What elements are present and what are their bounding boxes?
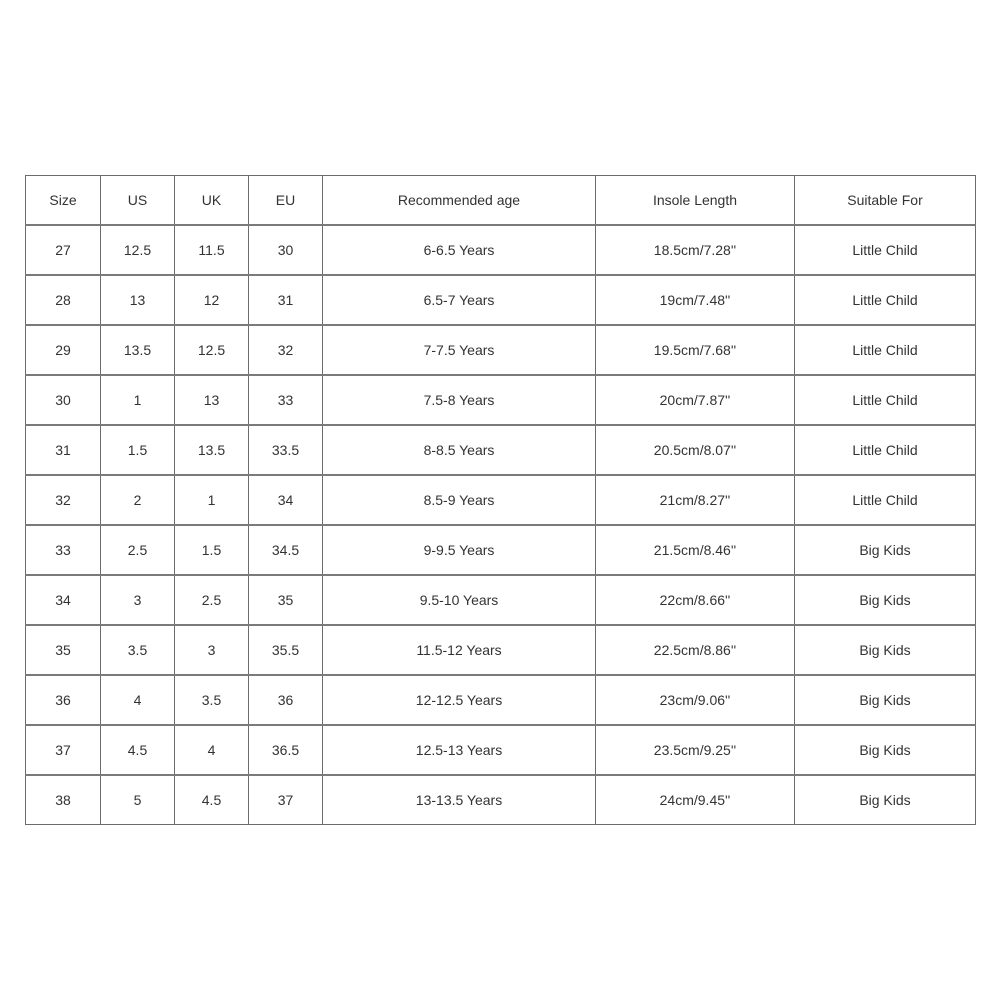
- cell-size: 30: [26, 375, 101, 425]
- cell-us: 3: [101, 575, 175, 625]
- cell-eu: 34: [249, 475, 323, 525]
- table-row: [26, 725, 976, 775]
- cell-eu: 36: [249, 675, 323, 725]
- cell-uk: 1: [175, 475, 249, 525]
- cell-uk: 12: [175, 275, 249, 325]
- table-row: [26, 225, 976, 275]
- size-chart-header: [26, 176, 976, 226]
- size-chart-body: [26, 225, 976, 825]
- cell-eu: 37: [249, 775, 323, 825]
- cell-suitable-for: Big Kids: [795, 775, 976, 825]
- cell-insole-length: 18.5cm/7.28'': [596, 225, 795, 275]
- cell-size: 29: [26, 325, 101, 375]
- cell-eu: 33.5: [249, 425, 323, 475]
- cell-size: 31: [26, 425, 101, 475]
- header-size: Size: [26, 176, 101, 226]
- cell-insole-length: 23.5cm/9.25'': [596, 725, 795, 775]
- cell-insole-length: 20.5cm/8.07'': [596, 425, 795, 475]
- cell-uk: 4: [175, 725, 249, 775]
- cell-insole-length: 20cm/7.87'': [596, 375, 795, 425]
- cell-size: 28: [26, 275, 101, 325]
- cell-insole-length: 21cm/8.27'': [596, 475, 795, 525]
- cell-size: 33: [26, 525, 101, 575]
- cell-recommended-age: 7.5-8 Years: [323, 375, 596, 425]
- cell-eu: 35: [249, 575, 323, 625]
- cell-insole-length: 24cm/9.45'': [596, 775, 795, 825]
- cell-size: 38: [26, 775, 101, 825]
- table-row: [26, 625, 976, 675]
- header-insole-length: Insole Length: [596, 176, 795, 226]
- cell-us: 2: [101, 475, 175, 525]
- cell-recommended-age: 6.5-7 Years: [323, 275, 596, 325]
- cell-eu: 35.5: [249, 625, 323, 675]
- cell-suitable-for: Little Child: [795, 225, 976, 275]
- header-eu: EU: [249, 176, 323, 226]
- cell-uk: 13: [175, 375, 249, 425]
- cell-suitable-for: Big Kids: [795, 675, 976, 725]
- cell-eu: 36.5: [249, 725, 323, 775]
- cell-us: 5: [101, 775, 175, 825]
- cell-insole-length: 23cm/9.06'': [596, 675, 795, 725]
- cell-insole-length: 22cm/8.66'': [596, 575, 795, 625]
- cell-suitable-for: Little Child: [795, 375, 976, 425]
- cell-suitable-for: Little Child: [795, 275, 976, 325]
- cell-uk: 1.5: [175, 525, 249, 575]
- cell-insole-length: 19.5cm/7.68'': [596, 325, 795, 375]
- cell-us: 1: [101, 375, 175, 425]
- cell-eu: 32: [249, 325, 323, 375]
- table-row: [26, 775, 976, 825]
- cell-us: 12.5: [101, 225, 175, 275]
- cell-us: 4: [101, 675, 175, 725]
- cell-size: 34: [26, 575, 101, 625]
- cell-recommended-age: 12-12.5 Years: [323, 675, 596, 725]
- cell-recommended-age: 7-7.5 Years: [323, 325, 596, 375]
- header-us: US: [101, 176, 175, 226]
- cell-us: 13: [101, 275, 175, 325]
- cell-eu: 31: [249, 275, 323, 325]
- header-recommended-age: Recommended age: [323, 176, 596, 226]
- cell-suitable-for: Little Child: [795, 325, 976, 375]
- cell-recommended-age: 8-8.5 Years: [323, 425, 596, 475]
- cell-recommended-age: 12.5-13 Years: [323, 725, 596, 775]
- cell-suitable-for: Big Kids: [795, 575, 976, 625]
- cell-size: 36: [26, 675, 101, 725]
- table-row: [26, 375, 976, 425]
- cell-insole-length: 21.5cm/8.46'': [596, 525, 795, 575]
- table-row: [26, 575, 976, 625]
- cell-uk: 4.5: [175, 775, 249, 825]
- header-suitable-for: Suitable For: [795, 176, 976, 226]
- cell-us: 3.5: [101, 625, 175, 675]
- cell-us: 13.5: [101, 325, 175, 375]
- cell-us: 2.5: [101, 525, 175, 575]
- cell-size: 35: [26, 625, 101, 675]
- cell-eu: 33: [249, 375, 323, 425]
- cell-uk: 13.5: [175, 425, 249, 475]
- cell-suitable-for: Big Kids: [795, 725, 976, 775]
- cell-recommended-age: 6-6.5 Years: [323, 225, 596, 275]
- cell-insole-length: 19cm/7.48'': [596, 275, 795, 325]
- table-row: [26, 425, 976, 475]
- cell-suitable-for: Little Child: [795, 475, 976, 525]
- table-row: [26, 275, 976, 325]
- table-row: [26, 525, 976, 575]
- cell-suitable-for: Little Child: [795, 425, 976, 475]
- cell-insole-length: 22.5cm/8.86'': [596, 625, 795, 675]
- table-row: [26, 325, 976, 375]
- cell-recommended-age: 8.5-9 Years: [323, 475, 596, 525]
- cell-size: 32: [26, 475, 101, 525]
- cell-us: 4.5: [101, 725, 175, 775]
- cell-uk: 11.5: [175, 225, 249, 275]
- cell-eu: 30: [249, 225, 323, 275]
- cell-us: 1.5: [101, 425, 175, 475]
- header-uk: UK: [175, 176, 249, 226]
- cell-uk: 3: [175, 625, 249, 675]
- header-row: [26, 176, 976, 226]
- cell-eu: 34.5: [249, 525, 323, 575]
- cell-recommended-age: 13-13.5 Years: [323, 775, 596, 825]
- cell-uk: 2.5: [175, 575, 249, 625]
- size-chart-table: [25, 175, 976, 825]
- cell-size: 27: [26, 225, 101, 275]
- cell-suitable-for: Big Kids: [795, 625, 976, 675]
- cell-recommended-age: 11.5-12 Years: [323, 625, 596, 675]
- table-row: [26, 475, 976, 525]
- cell-uk: 12.5: [175, 325, 249, 375]
- cell-uk: 3.5: [175, 675, 249, 725]
- cell-recommended-age: 9-9.5 Years: [323, 525, 596, 575]
- cell-recommended-age: 9.5-10 Years: [323, 575, 596, 625]
- cell-suitable-for: Big Kids: [795, 525, 976, 575]
- cell-size: 37: [26, 725, 101, 775]
- table-row: [26, 675, 976, 725]
